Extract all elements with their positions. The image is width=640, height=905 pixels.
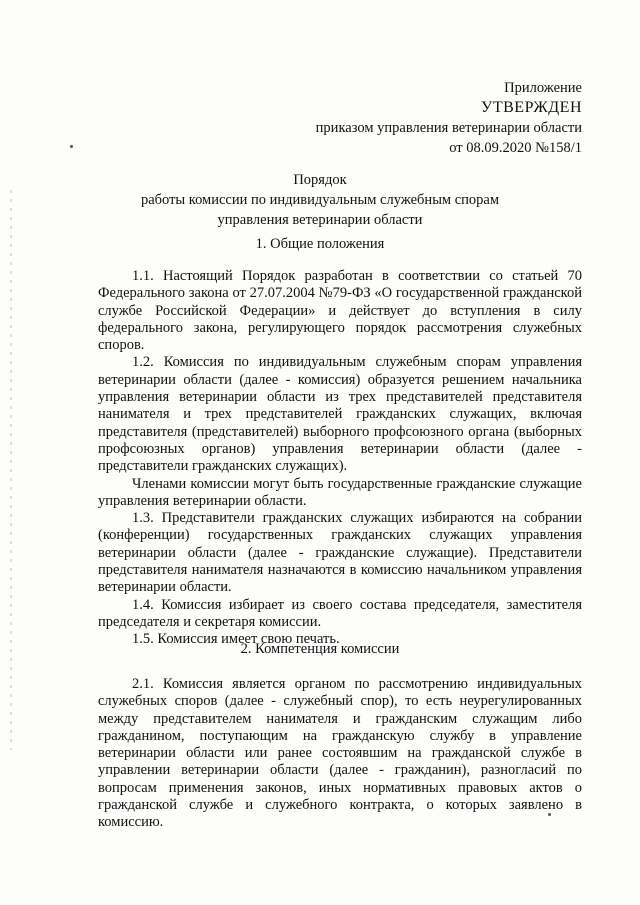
scan-speck	[70, 145, 73, 148]
paragraph-1-1: 1.1. Настоящий Порядок разработан в соответствии со статьей 70 Федерального закона от 27.07.2004 №79-ФЗ «О государственной гражданской службе Российской Федерации» и действует до вступления в силу федерального закона, регулирующего порядок рассмотрения служебных споров.	[98, 268, 582, 354]
section-2-heading: 2. Компетенция комиссии	[240, 641, 400, 657]
paragraph-1-2-members: Членами комиссии могут быть государственные гражданские служащие управления ветеринарии области.	[98, 475, 582, 509]
paragraph-1-4: 1.4. Комиссия избирает из своего состава председателя, заместителя председателя и секретаря комиссии.	[98, 596, 582, 630]
approval-order-label: приказом управления ветеринарии области	[315, 120, 582, 136]
document-title	[0, 170, 640, 230]
section-1-heading: 1. Общие положения	[255, 236, 385, 252]
paragraph-1-3: 1.3. Представители гражданских служащих избираются на собрании (конференции) государственных гражданских служащих управления ветеринарии области (далее - гражданские служащие). Представители представителя нанимателя назначаются в комиссию начальником управления ветеринарии области.	[98, 510, 582, 596]
section-2-body	[98, 676, 582, 832]
approval-stamp-block	[316, 78, 582, 158]
section-1-body	[98, 268, 582, 649]
title-line-2: работы комиссии по индивидуальным служебным спорам	[140, 192, 500, 208]
paragraph-1-2: 1.2. Комиссия по индивидуальным служебным спорам управления ветеринарии области (далее - комиссия) образуется решением начальника управления ветеринарии области из трех представителей представителя нанимателя и трех представителей гражданских служащих, включая представителя (представителей) выборного профсоюзного органа (выборных профсоюзных органов) управления ветеринарии области (далее - представители гражданских служащих).	[98, 354, 582, 475]
approval-order-date: от 08.09.2020 №158/1	[449, 140, 582, 156]
title-line-1: Порядок	[293, 172, 347, 188]
paragraph-2-1: 2.1. Комиссия является органом по рассмотрению индивидуальных служебных споров (далее - служебный спор), то есть неурегулированных между представителем нанимателя и гражданским служащим либо гражданином, поступающим на гражданскую службу в управление ветеринарии области или ранее состоявшим на гражданской службе в управлении ветеринарии области (далее - гражданин), разногласий по вопросам применения законов, иных нормативных правовых актов о гражданской службе и служебного контракта, о которых заявлено в комиссию.	[98, 676, 582, 831]
approval-appendix-label: Приложение	[504, 80, 582, 96]
approval-approved-label: УТВЕРЖДЕН	[481, 99, 582, 116]
scan-edge-artifact	[10, 190, 12, 750]
paragraph-1-5: 1.5. Комиссия имеет свою печать.	[132, 631, 340, 648]
title-line-3: управления ветеринарии области	[217, 212, 423, 228]
